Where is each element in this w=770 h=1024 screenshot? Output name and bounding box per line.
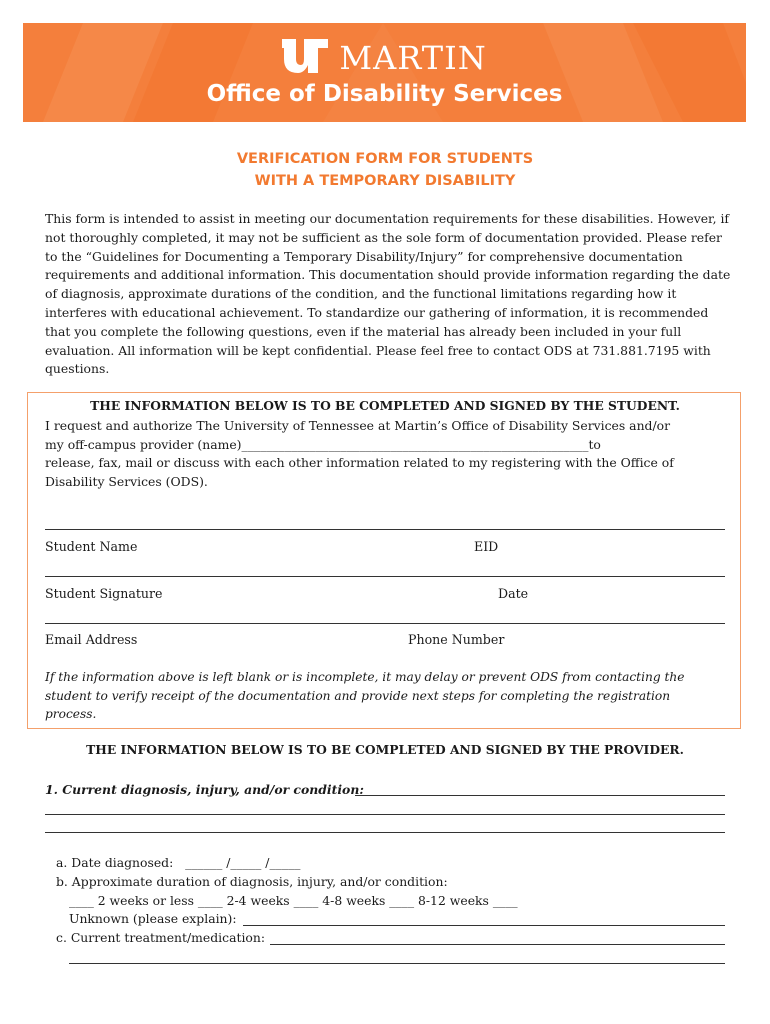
form-title-line-2: WITH A TEMPORARY DISABILITY xyxy=(254,173,516,189)
student-name-label: Student Name xyxy=(45,539,138,554)
question-1-answer-line-3[interactable] xyxy=(45,832,725,833)
authorization-statement xyxy=(45,417,735,491)
email-phone-line[interactable] xyxy=(45,623,725,624)
phone-label: Phone Number xyxy=(408,632,505,647)
intro-paragraph: This form is intended to assist in meeting our documentation requirements for these disabilities. However, if not thoroughly completed, it may not be sufficient as the sole form of documentation provided. Please refer to the “Guidelines for Documenting a Temporary Disability/Injury” for comprehensive documentation requirements and additional information. This documentation should provide information regarding the date of diagnosis, approximate durations of the condition, and the functional limitations regarding how it interferes with educational achievement. To standardize our gathering of information, it is recommended that you complete the following questions, even if the material has already been included in your full evaluation. All information will be kept confidential. Please feel free to contact ODS at 731.881.7195 with questions. xyxy=(45,211,731,377)
email-label: Email Address xyxy=(45,632,138,647)
duration-question: b. Approximate duration of diagnosis, injury, and/or condition: xyxy=(56,874,448,889)
provider-section-heading: THE INFORMATION BELOW IS TO BE COMPLETED AND SIGNED BY THE PROVIDER. xyxy=(86,742,684,757)
current-treatment-line-2[interactable] xyxy=(69,963,725,964)
authorization-line-4: Disability Services (ODS). xyxy=(45,473,208,489)
university-logo xyxy=(23,39,746,77)
question-1-answer-line-1[interactable] xyxy=(355,795,725,796)
question-1-answer-line-2[interactable] xyxy=(45,814,725,815)
unknown-explain-label: Unknown (please explain): xyxy=(69,911,237,926)
date-diagnosed-field[interactable]: a. Date diagnosed: ______ /_____ /_____ xyxy=(56,855,301,870)
form-title-line-1: VERIFICATION FORM FOR STUDENTS xyxy=(236,151,534,167)
eid-label: EID xyxy=(474,539,499,554)
date-label: Date xyxy=(498,586,529,601)
student-signature-label: Student Signature xyxy=(45,586,163,601)
incomplete-info-note: If the information above is left blank or is incomplete, it may delay or prevent ODS from contacting the student to verify receipt of the documentation and provide next steps for completing the registration process. xyxy=(45,670,685,722)
authorization-line-1: I request and authorize The University of Tennessee at Martin’s Office of Disability Services and/or xyxy=(45,418,671,433)
form-title xyxy=(0,148,770,192)
current-treatment-label: c. Current treatment/medication: xyxy=(56,930,266,945)
header-banner xyxy=(23,23,746,122)
student-section-heading: THE INFORMATION BELOW IS TO BE COMPLETED AND SIGNED BY THE STUDENT. xyxy=(90,398,680,413)
unknown-explain-line[interactable] xyxy=(243,925,725,926)
authorization-line-2: my off-campus provider (name)________________________________________________________to xyxy=(45,436,601,452)
current-treatment-line-1[interactable] xyxy=(270,944,725,945)
student-name-line[interactable] xyxy=(45,529,725,530)
duration-options[interactable]: ____ 2 weeks or less ____ 2-4 weeks ____ 4-8 weeks ____ 8-12 weeks ____ xyxy=(69,893,518,908)
ut-logo-icon xyxy=(282,39,328,77)
logo-martin-text: MARTIN xyxy=(339,39,487,77)
office-name: Office of Disability Services xyxy=(206,81,563,107)
authorization-line-3: release, fax, mail or discuss with each other information related to my registering with the Office of xyxy=(45,455,674,471)
student-signature-line[interactable] xyxy=(45,576,725,577)
question-1-label: 1. Current diagnosis, injury, and/or condition: xyxy=(45,782,364,797)
